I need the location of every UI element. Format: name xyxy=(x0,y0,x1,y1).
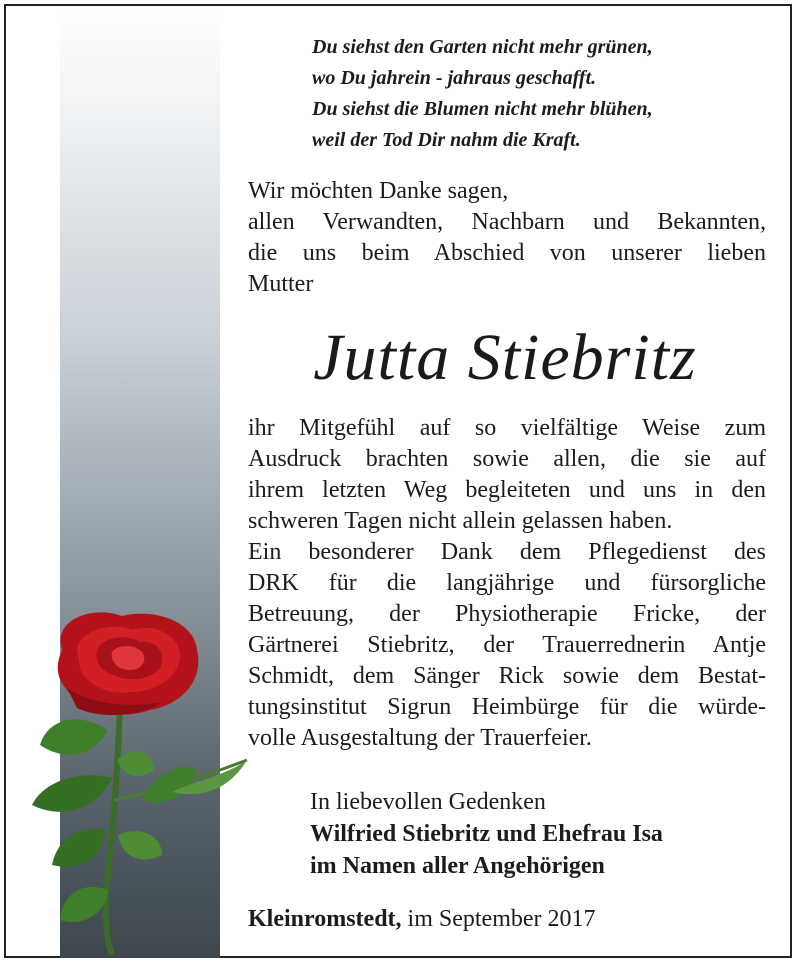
place-date-text: im September 2017 xyxy=(401,906,596,932)
intro-line: allen Verwandten, Nachbarn und Bekannten, xyxy=(248,209,766,235)
place-date xyxy=(248,903,596,935)
intro-text xyxy=(248,176,766,300)
body-line: volle Ausgestaltung der Trauerfeier. xyxy=(248,725,592,751)
body-line: tungsinstitut Sigrun Heimbürge für die würde- xyxy=(248,694,766,720)
thanks-paragraph xyxy=(248,413,766,754)
body-line: Betreuung, der Physiotherapie Fricke, der xyxy=(248,601,766,627)
poem-line: weil der Tod Dir nahm die Kraft. xyxy=(312,129,581,151)
poem-line: Du siehst die Blumen nicht mehr blühen, xyxy=(312,98,653,120)
intro-line: Mutter xyxy=(248,271,314,297)
signature-block xyxy=(310,786,663,882)
body-line: Ein besonderer Dank dem Pflegedienst des xyxy=(248,539,766,565)
body-line: ihrem letzten Weg begleiteten und uns in den xyxy=(248,477,766,503)
poem xyxy=(312,32,752,156)
poem-line: Du siehst den Garten nicht mehr grünen, xyxy=(312,36,653,58)
intro-line: die uns beim Abschied von unserer lieben xyxy=(248,240,766,266)
body-line: Gärtnerei Stiebritz, der Trauerrednerin Antje xyxy=(248,632,766,658)
place-town: Kleinromstedt, xyxy=(248,906,402,932)
poem-line: wo Du jahrein - jahraus geschafft. xyxy=(312,67,597,89)
body-line: ihr Mitgefühl auf so vielfältige Weise zum xyxy=(248,415,766,441)
intro-line: Wir möchten Danke sagen, xyxy=(248,178,509,204)
red-rose-icon xyxy=(22,610,262,955)
body-line: Schmidt, dem Sänger Rick sowie dem Bestat- xyxy=(248,663,766,689)
signature-names: Wilfried Stiebritz und Ehefrau Isa xyxy=(310,821,663,847)
body-line: DRK für die langjährige und fürsorgliche xyxy=(248,570,766,596)
deceased-name: Jutta Stiebritz xyxy=(313,321,697,394)
signature-line: In liebevollen Gedenken xyxy=(310,789,546,815)
body-line: schweren Tagen nicht allein gelassen haben. xyxy=(248,508,673,534)
signature-family: im Namen aller Angehörigen xyxy=(310,853,605,879)
body-line: Ausdruck brachten sowie allen, die sie auf xyxy=(248,446,766,472)
